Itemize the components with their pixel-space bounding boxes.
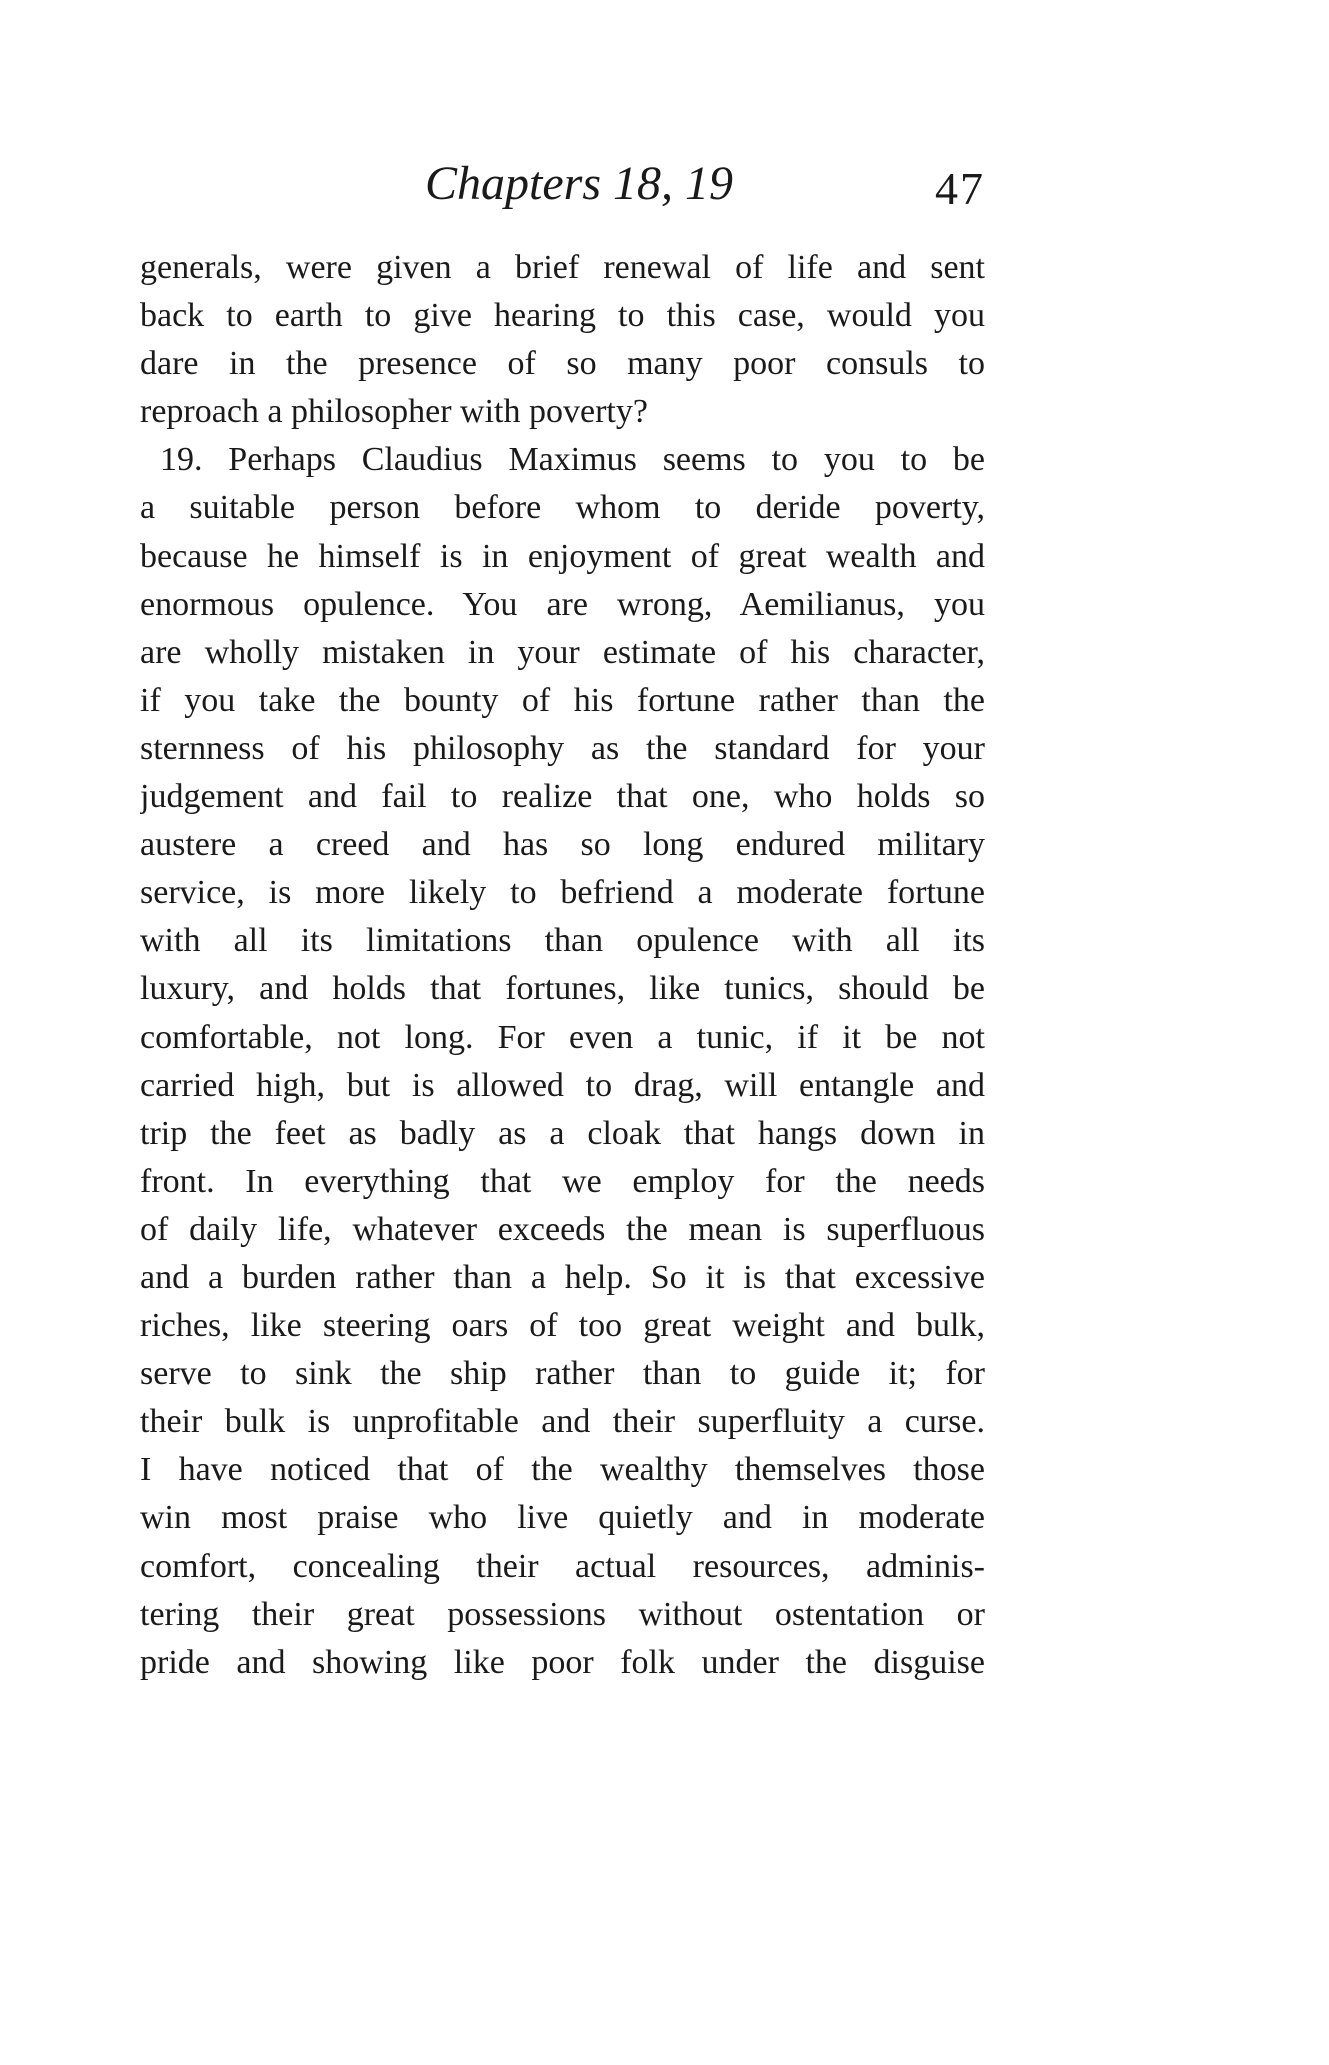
body-text bbox=[140, 244, 985, 1687]
text-line: because he himself is in enjoyment of great wealth and bbox=[140, 537, 985, 575]
text-line: trip the feet as badly as a cloak that hangs down in bbox=[140, 1114, 985, 1152]
text-line: of daily life, whatever exceeds the mean is superfluous bbox=[140, 1210, 985, 1248]
text-line: and a burden rather than a help. So it is that excessive bbox=[140, 1258, 985, 1296]
text-line: if you take the bounty of his fortune rather than the bbox=[140, 681, 985, 719]
text-line: service, is more likely to befriend a moderate fortune bbox=[140, 874, 985, 912]
text-line: back to earth to give hearing to this case, would you bbox=[140, 297, 985, 335]
text-line: comfortable, not long. For even a tunic, if it be not bbox=[140, 1018, 985, 1056]
page-number: 47 bbox=[935, 163, 985, 214]
text-line: are wholly mistaken in your estimate of his character, bbox=[140, 633, 985, 671]
text-line: pride and showing like poor folk under the disguise bbox=[140, 1643, 985, 1681]
text-line: sternness of his philosophy as the standard for your bbox=[140, 729, 985, 767]
text-line: judgement and fail to realize that one, who holds so bbox=[140, 778, 985, 816]
text-line: luxury, and holds that fortunes, like tunics, should be bbox=[140, 970, 985, 1008]
text-line: comfort, concealing their actual resources, adminis- bbox=[140, 1547, 985, 1585]
text-line: carried high, but is allowed to drag, will entangle and bbox=[140, 1066, 985, 1104]
text-line: generals, were given a brief renewal of life and sent bbox=[140, 249, 985, 286]
chapter-title: Chapters 18, 19 bbox=[425, 157, 734, 210]
text-line: with all its limitations than opulence with all its bbox=[140, 922, 985, 960]
text-line: win most praise who live quietly and in moderate bbox=[140, 1499, 985, 1537]
text-line: riches, like steering oars of too great weight and bulk, bbox=[140, 1307, 985, 1345]
text-line: tering their great possessions without ostentation or bbox=[140, 1595, 985, 1633]
text-line: enormous opulence. You are wrong, Aemilianus, you bbox=[140, 585, 985, 623]
running-header bbox=[140, 156, 985, 226]
text-line: dare in the presence of so many poor consuls to bbox=[140, 345, 985, 383]
text-line: their bulk is unprofitable and their superfluity a curse. bbox=[140, 1403, 985, 1441]
paragraph-start-line: 19. Perhaps Claudius Maximus seems to you to be bbox=[160, 441, 985, 479]
text-line: I have noticed that of the wealthy themselves those bbox=[140, 1451, 985, 1489]
text-line: a suitable person before whom to deride poverty, bbox=[140, 489, 985, 527]
text-line: serve to sink the ship rather than to guide it; for bbox=[140, 1355, 985, 1393]
text-line: front. In everything that we employ for the needs bbox=[140, 1162, 985, 1200]
text-line: reproach a philosopher with poverty? bbox=[140, 393, 648, 431]
text-line: austere a creed and has so long endured military bbox=[140, 826, 985, 864]
